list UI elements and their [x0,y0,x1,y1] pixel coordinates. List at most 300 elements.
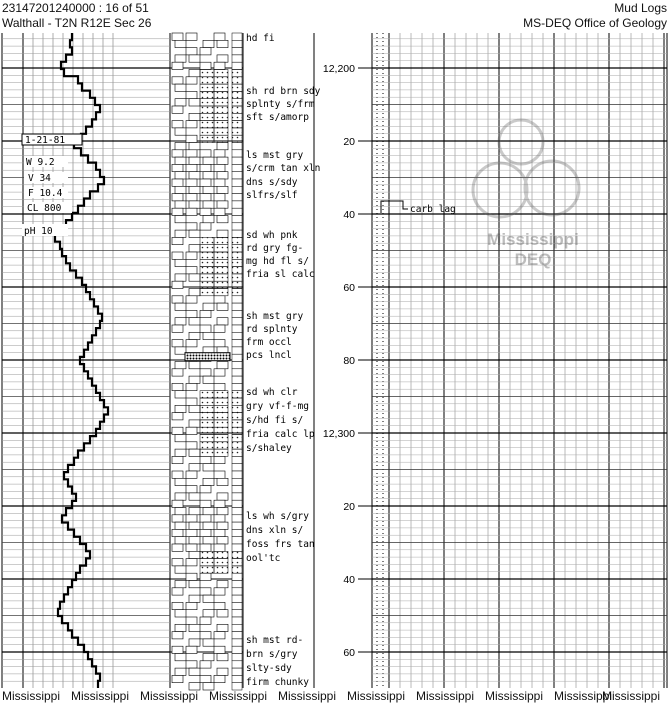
lith-cell [175,405,186,412]
lith-cell [232,573,242,580]
lith-cell [186,544,197,551]
lith-cell [214,529,225,536]
lith-cell [217,318,228,325]
lith-cell [186,223,197,230]
lith-cell [189,201,200,208]
lith-cell [214,369,225,376]
footer-text: Mississippi [2,689,61,703]
lithology-description: slty-sdy [246,663,292,674]
lith-cell [189,274,200,281]
lith-cell [232,99,242,106]
lith-cell [232,150,242,157]
lith-cell [232,383,242,390]
lith-cell [175,40,186,47]
mud-weight: W 9.2 [26,157,55,168]
lith-cell [186,471,197,478]
lith-cell [186,91,197,98]
lith-cell [232,55,242,62]
lith-cell [214,70,228,77]
lith-cell [200,274,214,281]
lith-cell [175,581,186,588]
lith-cell [200,588,211,595]
lithology-description: s/shaley [246,443,292,454]
lith-cell [214,77,228,84]
lith-cell [186,340,197,347]
lith-cell [203,376,214,383]
lith-cell [217,157,228,164]
lith-cell [172,559,183,566]
lith-cell [189,362,200,369]
lith-cell [214,551,228,558]
lith-cell [189,157,200,164]
lithology-description: firm chunky [246,677,309,688]
lith-cell [214,405,228,412]
lith-cell [217,508,228,515]
lith-cell [200,529,211,536]
well-location: Walthall - T2N R12E Sec 26 [2,16,152,30]
lith-dense-sand [185,353,230,361]
lith-cell [200,632,211,639]
lith-cell [232,471,242,478]
lith-cell [232,143,242,150]
lith-cell [200,551,214,558]
lith-cell [186,383,197,390]
lith-cell [186,33,197,40]
lith-cell [186,194,197,201]
lith-cell [189,99,200,106]
lith-cell [200,398,214,405]
lith-cell [200,99,214,106]
lith-cell [232,435,242,442]
lith-cell [200,252,214,259]
depth-label: 40 [343,574,355,586]
carb-lag-marker [381,201,456,215]
lithology-description: brn s/gry [246,649,298,660]
lith-cell [189,551,200,558]
lith-cell [172,340,183,347]
lith-cell [200,515,211,522]
lith-cell [232,318,242,325]
lith-cell [214,515,225,522]
lith-cell [175,610,186,617]
lith-cell [232,164,242,171]
lith-cell [186,164,197,171]
lith-cell [214,588,225,595]
lith-cell [175,128,186,135]
lithology-description: s/crm tan xln [246,163,321,174]
lith-cell [172,529,183,536]
depth-label: 20 [343,136,355,148]
lith-cell [232,420,242,427]
lith-cell [214,245,228,252]
lith-cell [186,135,197,142]
lith-cell [200,91,214,98]
lith-cell [217,172,228,179]
lithology-description: sft s/amorp [246,112,309,123]
lith-cell [175,99,186,106]
depth-label: 80 [343,355,355,367]
lith-cell [172,544,183,551]
lith-cell [200,427,214,434]
lith-cell [200,544,211,551]
lithology-description: mg hd fl s/ [246,256,309,267]
lith-cell [186,310,197,317]
lith-cell [232,602,242,609]
lith-cell [200,150,211,157]
footer-text: Mississippi [209,689,268,703]
lith-cell [172,675,183,682]
lith-cell [186,442,197,449]
lith-cell [232,668,242,675]
lith-cell [232,544,242,551]
lith-cell [200,77,214,84]
lith-cell [232,376,242,383]
lith-cell [189,230,200,237]
lith-cell [186,179,197,186]
lith-cell [203,478,214,485]
lith-cell [175,186,186,193]
lith-cell [214,435,228,442]
lith-cell [186,427,197,434]
lith-cell [200,369,211,376]
lithology-description: dns xln s/ [246,525,304,536]
lith-cell [186,559,197,566]
lith-cell [175,216,186,223]
lith-cell [232,413,242,420]
lith-cell [186,515,197,522]
lith-cell [172,646,183,653]
lith-cell [172,194,183,201]
lith-cell [200,413,214,420]
lith-cell [232,289,242,296]
lith-cell [175,362,186,369]
lith-cell [214,296,225,303]
lith-cell [214,106,228,113]
lith-cell [232,40,242,47]
lith-cell [232,617,242,624]
lith-cell [189,522,200,529]
lith-cell [232,478,242,485]
well-id-page: 23147201240000 : 16 of 51 [2,1,149,15]
lith-cell [175,624,186,631]
lith-cell [200,135,214,142]
lith-cell [172,427,183,434]
lith-cell [172,179,183,186]
lith-cell [203,303,214,310]
lith-cell [200,449,214,456]
lith-cell [232,121,242,128]
lith-cell [232,186,242,193]
lith-cell [186,208,197,215]
lith-cell [172,252,183,259]
lith-cell [232,595,242,602]
lith-cell [200,106,214,113]
lith-cell [175,84,186,91]
lith-cell [200,267,214,274]
lith-cell [214,449,228,456]
depth-label: 12,300 [322,428,355,440]
lith-cell [172,106,183,113]
footer-text: Mississippi [347,689,406,703]
lith-cell [200,325,211,332]
lith-cell [189,537,200,544]
lith-cell [172,164,183,171]
lith-cell [232,33,242,40]
lith-cell [214,252,228,259]
lith-cell [203,186,214,193]
lith-cell [203,172,214,179]
lith-cell [214,442,228,449]
lith-cell [172,208,183,215]
lith-cell [175,478,186,485]
lith-cell [232,77,242,84]
lith-cell [214,91,228,98]
lith-cell [175,668,186,675]
lith-cell [186,486,197,493]
lithology-description: fria calc lp [246,429,315,440]
lith-cell [172,383,183,390]
lith-cell [232,194,242,201]
lith-cell [214,128,228,135]
lith-cell [200,194,211,201]
lith-cell [189,595,200,602]
lith-cell [232,259,242,266]
lith-cell [189,624,200,631]
lith-cell [200,486,211,493]
lith-cell [186,252,197,259]
lith-cell [214,62,225,69]
lith-cell [232,354,242,361]
lith-cell [175,143,186,150]
lith-cell [214,391,228,398]
lith-cell [186,602,197,609]
lithology-description: sh mst gry [246,311,304,322]
lith-cell [203,40,214,47]
lith-cell [189,668,200,675]
lith-cell [214,289,228,296]
lith-cell [232,522,242,529]
lith-cell [232,391,242,398]
lith-cell [232,179,242,186]
lith-cell [232,48,242,55]
lith-cell [172,413,183,420]
lith-cell [200,281,214,288]
lith-cell [217,654,228,661]
lithology-description: hd fi [246,33,275,44]
lith-cell [214,427,228,434]
lith-cell [232,398,242,405]
lith-cell [172,296,183,303]
lith-cell [232,639,242,646]
lith-cell [189,172,200,179]
lith-cell [175,522,186,529]
lith-cell [175,230,186,237]
lithology-description: frm occl [246,337,292,348]
lith-cell [200,435,214,442]
lith-cell [232,551,242,558]
lithology-description: s/hd fi s/ [246,415,304,426]
lith-cell [232,632,242,639]
lith-cell [189,464,200,471]
lith-cell [203,464,214,471]
lith-cell [189,581,200,588]
lith-cell [232,208,242,215]
footer-text: Mississippi [602,689,661,703]
lith-cell [214,646,225,653]
depth-label: 40 [343,209,355,221]
mud-date: 1-21-81 [25,135,66,146]
depth-label: 60 [343,647,355,659]
lith-cell [172,237,183,244]
lithology-description: sd wh pnk [246,230,298,241]
lith-cell [217,230,228,237]
lithology-description: sh rd brn sdy [246,86,321,97]
lith-cell [214,274,228,281]
lith-cell [175,201,186,208]
lithology-description: gry vf-f-mg [246,401,309,412]
lith-cell [217,55,228,62]
lith-cell [214,179,225,186]
lith-cell [175,537,186,544]
agency: MS-DEQ Office of Geology [523,16,667,30]
lith-cell [214,456,225,463]
lith-cell [189,449,200,456]
lith-cell [214,164,225,171]
lith-cell [203,157,214,164]
lith-cell [189,376,200,383]
lith-cell [200,559,214,566]
lith-cell [232,537,242,544]
lith-cell [232,245,242,252]
lith-cell [214,135,228,142]
lith-cell [175,157,186,164]
lith-cell [232,237,242,244]
lith-cell [214,113,228,120]
lith-cell [172,369,183,376]
lith-cell [189,405,200,412]
lithology-description: dns s/sdy [246,177,298,188]
footer-text: Mississippi [554,689,613,703]
mud-filtrate: F 10.4 [28,188,63,199]
lithology-description: ls mst gry [246,150,304,161]
lith-cell [172,62,183,69]
lith-cell [189,113,200,120]
lith-cell [214,559,228,566]
lith-cell [200,121,214,128]
lith-cell [186,48,197,55]
lith-cell [189,245,200,252]
lith-cell [214,237,228,244]
lith-cell [186,398,197,405]
lith-cell [232,303,242,310]
lith-cell [214,33,225,40]
lith-cell [214,259,228,266]
lith-cell [172,471,183,478]
lith-cell [232,500,242,507]
lith-cell [200,259,214,266]
lith-cell [172,632,183,639]
watermark-name: Mississippi [487,230,579,249]
lith-cell [232,449,242,456]
lith-cell [189,332,200,339]
lith-cell [175,172,186,179]
footer-text: Mississippi [71,689,130,703]
lith-cell [186,121,197,128]
lith-cell [189,143,200,150]
lith-cell [200,208,211,215]
lith-cell [189,508,200,515]
lith-cell [217,143,228,150]
lith-cell [232,442,242,449]
lithology-description: ool'tc [246,553,281,564]
lithology-description: ls wh s/gry [246,511,309,522]
lith-cell [232,581,242,588]
lith-cell [200,573,211,580]
lith-cell [232,157,242,164]
lith-cell [200,48,211,55]
lith-cell [203,201,214,208]
lith-cell [200,442,214,449]
lith-cell [203,610,214,617]
lith-cell [200,405,214,412]
lith-cell [172,121,183,128]
lith-cell [232,252,242,259]
lith-cell [214,602,225,609]
lith-cell [175,303,186,310]
lith-cell [172,588,183,595]
lith-cell [200,566,214,573]
lith-cell [214,208,225,215]
lith-cell [200,245,214,252]
lith-cell [175,508,186,515]
annotation-carb-lag: carb lag [410,204,456,215]
lithology-description: rd splnty [246,324,298,335]
lith-cell [214,325,225,332]
lith-cell [232,486,242,493]
lith-cell [203,639,214,646]
lith-cell [232,91,242,98]
lith-cell [217,668,228,675]
lith-cell [232,405,242,412]
lith-cell [214,121,228,128]
lith-cell [172,500,183,507]
lith-cell [200,128,214,135]
lith-cell [175,654,186,661]
lith-cell [214,194,225,201]
lith-cell [189,420,200,427]
lith-cell [186,267,197,274]
lith-cell [232,515,242,522]
lith-cell [189,639,200,646]
lith-cell [232,508,242,515]
lith-cell [214,84,228,91]
lith-cell [189,318,200,325]
lith-cell [186,661,197,668]
lith-cell [203,332,214,339]
lith-cell [175,259,186,266]
lith-cell [172,325,183,332]
lith-cell [232,296,242,303]
lithology-description: pcs lncl [246,350,292,361]
lith-cell [232,281,242,288]
lith-cell [203,537,214,544]
lith-cell [172,602,183,609]
mud-chlorides: CL 800 [27,203,62,214]
lith-cell [217,581,228,588]
lithology-description: fria sl calc [246,269,315,280]
lith-cell [232,646,242,653]
lith-cell [189,55,200,62]
